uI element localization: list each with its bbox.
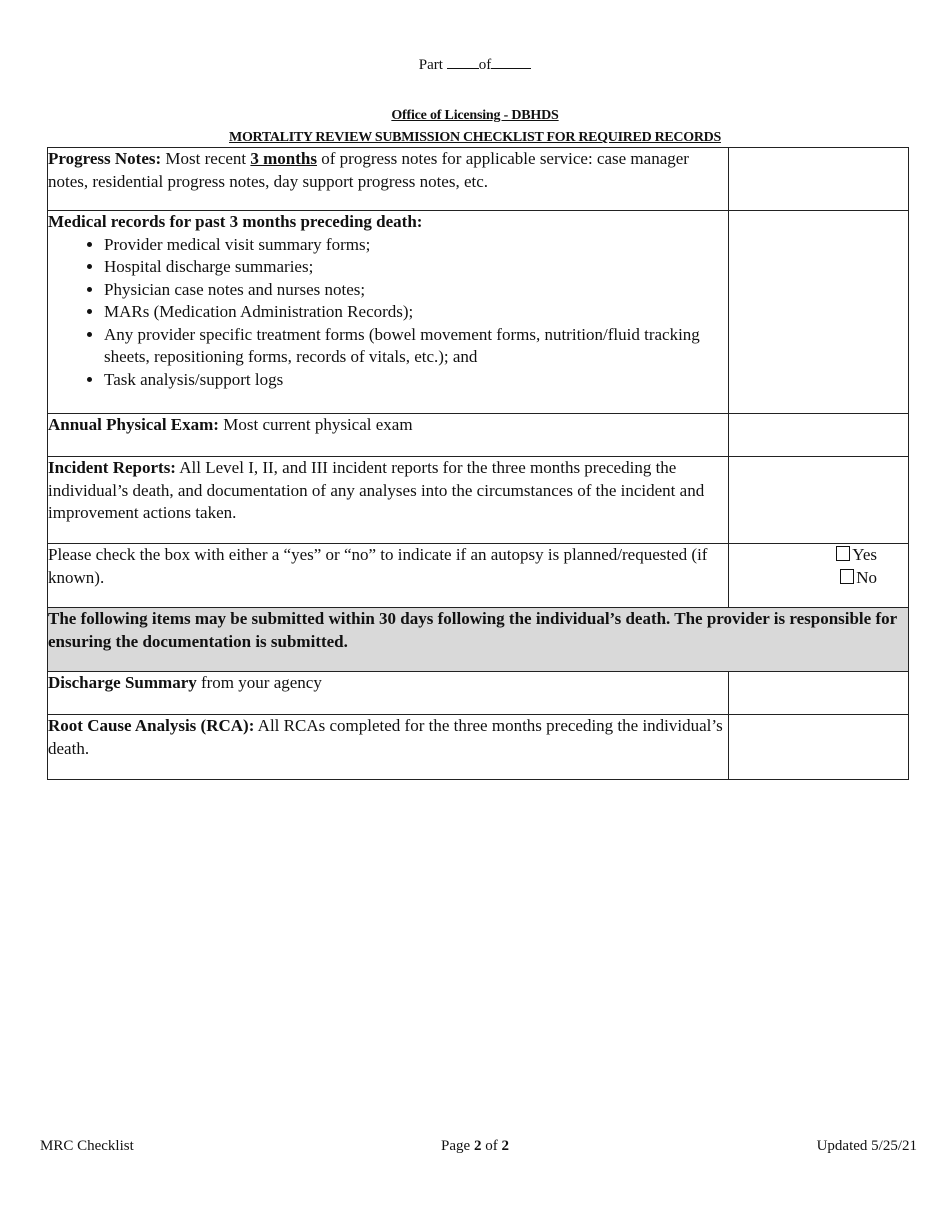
incident-reports-check-cell[interactable]	[729, 457, 909, 544]
rca-cell	[48, 715, 729, 780]
page-current: 2	[473, 1138, 482, 1154]
progress-notes-text-after: of progress notes for applicable service: case manager notes, residential progress notes, day support progress notes, etc.	[48, 149, 689, 191]
row-progress-notes	[48, 148, 909, 211]
page-word: Page	[441, 1138, 474, 1154]
row-rca	[48, 715, 909, 780]
row-medical-records	[48, 211, 909, 414]
discharge-summary-text: from your agency	[196, 673, 322, 692]
part-of-word: of	[478, 57, 492, 73]
footer-page-number	[0, 1138, 950, 1155]
progress-notes-text-before: Most recent	[161, 149, 251, 168]
part-prefix: Part	[418, 57, 447, 73]
document-title: MORTALITY REVIEW SUBMISSION CHECKLIST FOR REQUIRED RECORDS	[229, 130, 721, 145]
autopsy-no-option[interactable]	[729, 567, 877, 590]
part-total-blank[interactable]	[491, 56, 531, 69]
list-item: • Hospital discharge summaries;	[104, 256, 728, 279]
list-item: • Any provider specific treatment forms (bowel movement forms, nutrition/fluid tracking sheets, repositioning forms, records of vitals, etc.); and	[104, 324, 728, 369]
progress-notes-check-cell[interactable]	[729, 148, 909, 211]
discharge-summary-cell	[48, 672, 729, 715]
progress-notes-label: Progress Notes:	[48, 149, 162, 168]
list-item: • Provider medical visit summary forms;	[104, 234, 728, 257]
autopsy-yes-option[interactable]	[729, 544, 877, 567]
autopsy-question-cell: Please check the box with either a “yes” or “no” to indicate if an autopsy is planned/requested (if known).	[48, 544, 729, 608]
office-heading: Office of Licensing - DBHDS	[391, 108, 559, 123]
medical-records-cell	[48, 211, 729, 414]
incident-reports-text: All Level I, II, and III incident reports for the three months preceding the individual’s death, and documentation of any analyses into the circumstances of the incident and improvement actions taken.	[48, 458, 705, 522]
row-discharge-summary	[48, 672, 909, 715]
footer-updated-date: Updated 5/25/21	[816, 1138, 917, 1154]
incident-reports-cell	[48, 457, 729, 544]
rca-label: Root Cause Analysis (RCA):	[48, 716, 255, 735]
part-indicator	[0, 56, 950, 74]
annual-physical-text: Most current physical exam	[218, 415, 413, 434]
discharge-summary-label: Discharge Summary	[48, 673, 197, 692]
progress-notes-emphasis: 3 months	[250, 149, 317, 168]
no-checkbox[interactable]	[840, 569, 854, 584]
annual-physical-label: Annual Physical Exam:	[48, 415, 219, 434]
page-total: 2	[501, 1138, 509, 1154]
annual-physical-cell	[48, 414, 729, 457]
medical-records-list	[48, 234, 728, 392]
checklist-table	[47, 147, 909, 780]
footer-doc-name: MRC Checklist	[40, 1138, 134, 1154]
row-annual-physical	[48, 414, 909, 457]
list-item: • MARs (Medication Administration Records);	[104, 301, 728, 324]
medical-records-check-cell[interactable]	[729, 211, 909, 414]
page-of-word: of	[481, 1138, 502, 1154]
row-notice	[48, 608, 909, 672]
progress-notes-cell	[48, 148, 729, 211]
incident-reports-label: Incident Reports:	[48, 458, 176, 477]
list-item: • Physician case notes and nurses notes;	[104, 279, 728, 302]
rca-check-cell[interactable]	[729, 715, 909, 780]
row-autopsy	[48, 544, 909, 608]
rca-text: All RCAs completed for the three months preceding the individual’s death.	[48, 716, 723, 758]
discharge-summary-check-cell[interactable]	[729, 672, 909, 715]
autopsy-options-cell	[729, 544, 909, 608]
thirty-day-notice: The following items may be submitted within 30 days following the individual’s death. The provider is responsible for ensuring the documentation is submitted.	[48, 608, 909, 672]
part-number-blank[interactable]	[447, 56, 479, 69]
medical-records-label: Medical records for past 3 months preceding death:	[48, 212, 423, 231]
annual-physical-check-cell[interactable]	[729, 414, 909, 457]
no-label: No	[856, 567, 877, 587]
list-item: • Task analysis/support logs	[104, 369, 728, 392]
yes-checkbox[interactable]	[836, 546, 850, 561]
yes-label: Yes	[852, 545, 877, 564]
row-incident-reports	[48, 457, 909, 544]
